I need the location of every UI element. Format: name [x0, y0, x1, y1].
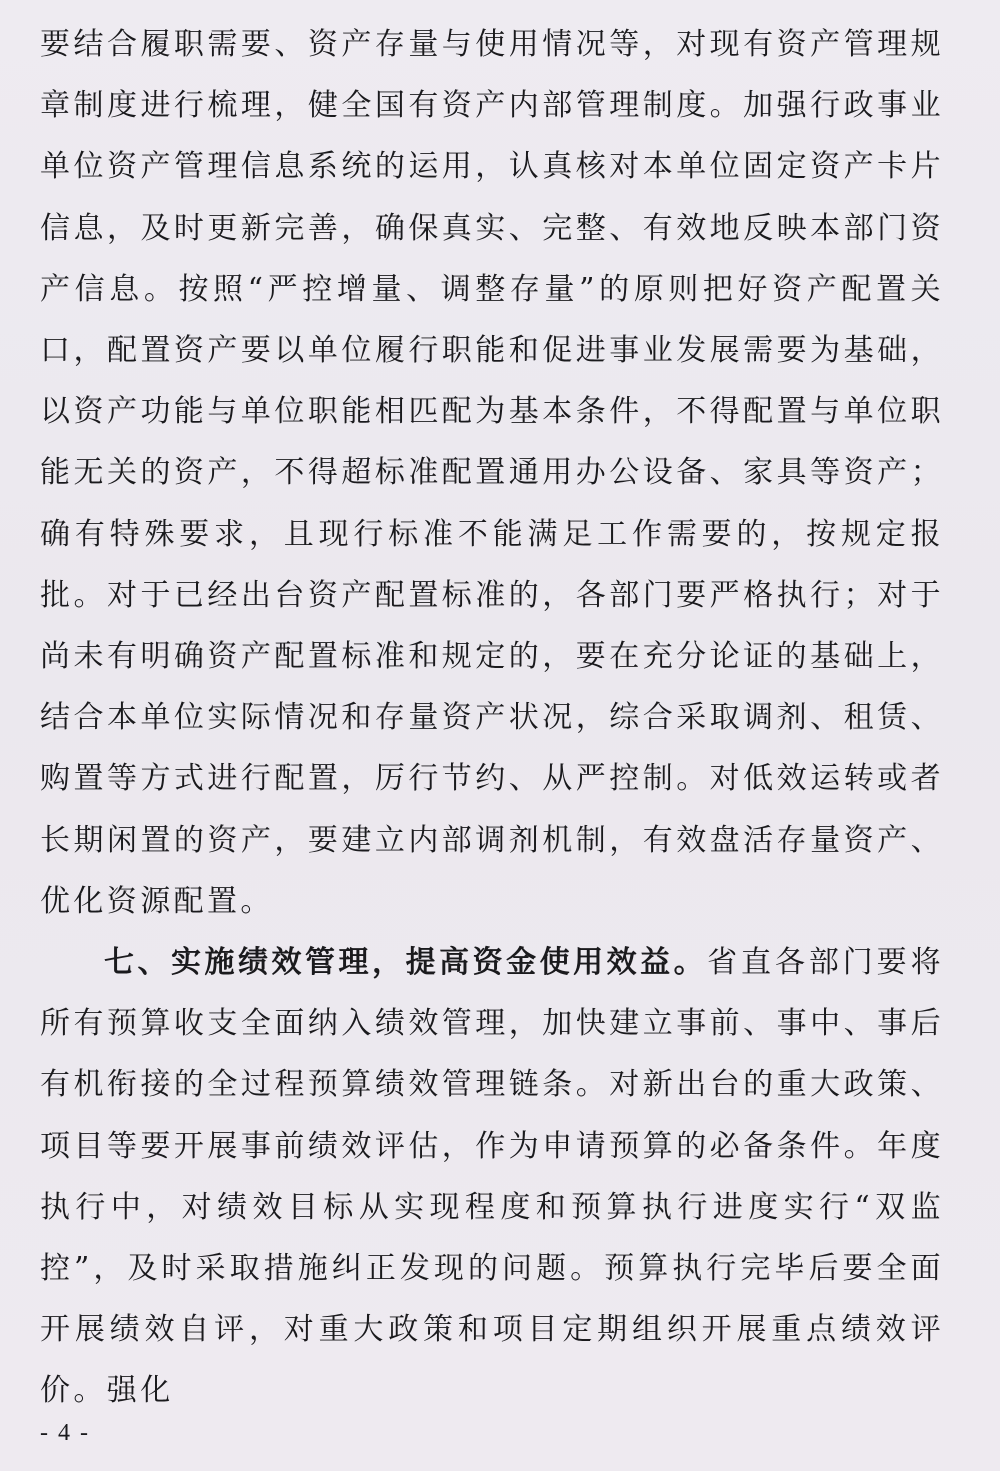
paragraph-performance-management — [40, 932, 944, 1422]
paragraph-asset-management — [40, 14, 944, 932]
paragraph-text: 省直各部门要将所有预算收支全面纳入绩效管理，加快建立事前、事中、事后有机衔接的全过程预算绩效管理链条。对新出台的重大政策、项目等要开展事前绩效评估，作为申请预算的必备条件。年度执行中，对绩效目标从实现程度和预算执行进度实行“双监控”，及时采取措施纠正发现的问题。预算执行完毕后要全面开展绩效自评，对重大政策和项目定期组织开展重点绩效评价。强化 — [40, 945, 944, 1409]
document-body — [40, 14, 944, 1422]
section-heading: 七、实施绩效管理，提高资金使用效益。 — [104, 945, 708, 981]
page-number: - 4 - — [40, 1420, 90, 1446]
paragraph-text: 要结合履职需要、资产存量与使用情况等，对现有资产管理规章制度进行梳理，健全国有资产内部管理制度。加强行政事业单位资产管理信息系统的运用，认真核对本单位固定资产卡片信息，及时更新完善，确保真实、完整、有效地反映本部门资产信息。按照“严控增量、调整存量”的原则把好资产配置关口，配置资产要以单位履行职能和促进事业发展需要为基础，以资产功能与单位职能相匹配为基本条件，不得配置与单位职能无关的资产，不得超标准配置通用办公设备、家具等资产；确有特殊要求，且现行标准不能满足工作需要的，按规定报批。对于已经出台资产配置标准的，各部门要严格执行；对于尚未有明确资产配置标准和规定的，要在充分论证的基础上，结合本单位实际情况和存量资产状况，综合采取调剂、租赁、购置等方式进行配置，厉行节约、从严控制。对低效运转或者长期闲置的资产，要建立内部调剂机制，有效盘活存量资产、优化资源配置。 — [40, 27, 944, 919]
